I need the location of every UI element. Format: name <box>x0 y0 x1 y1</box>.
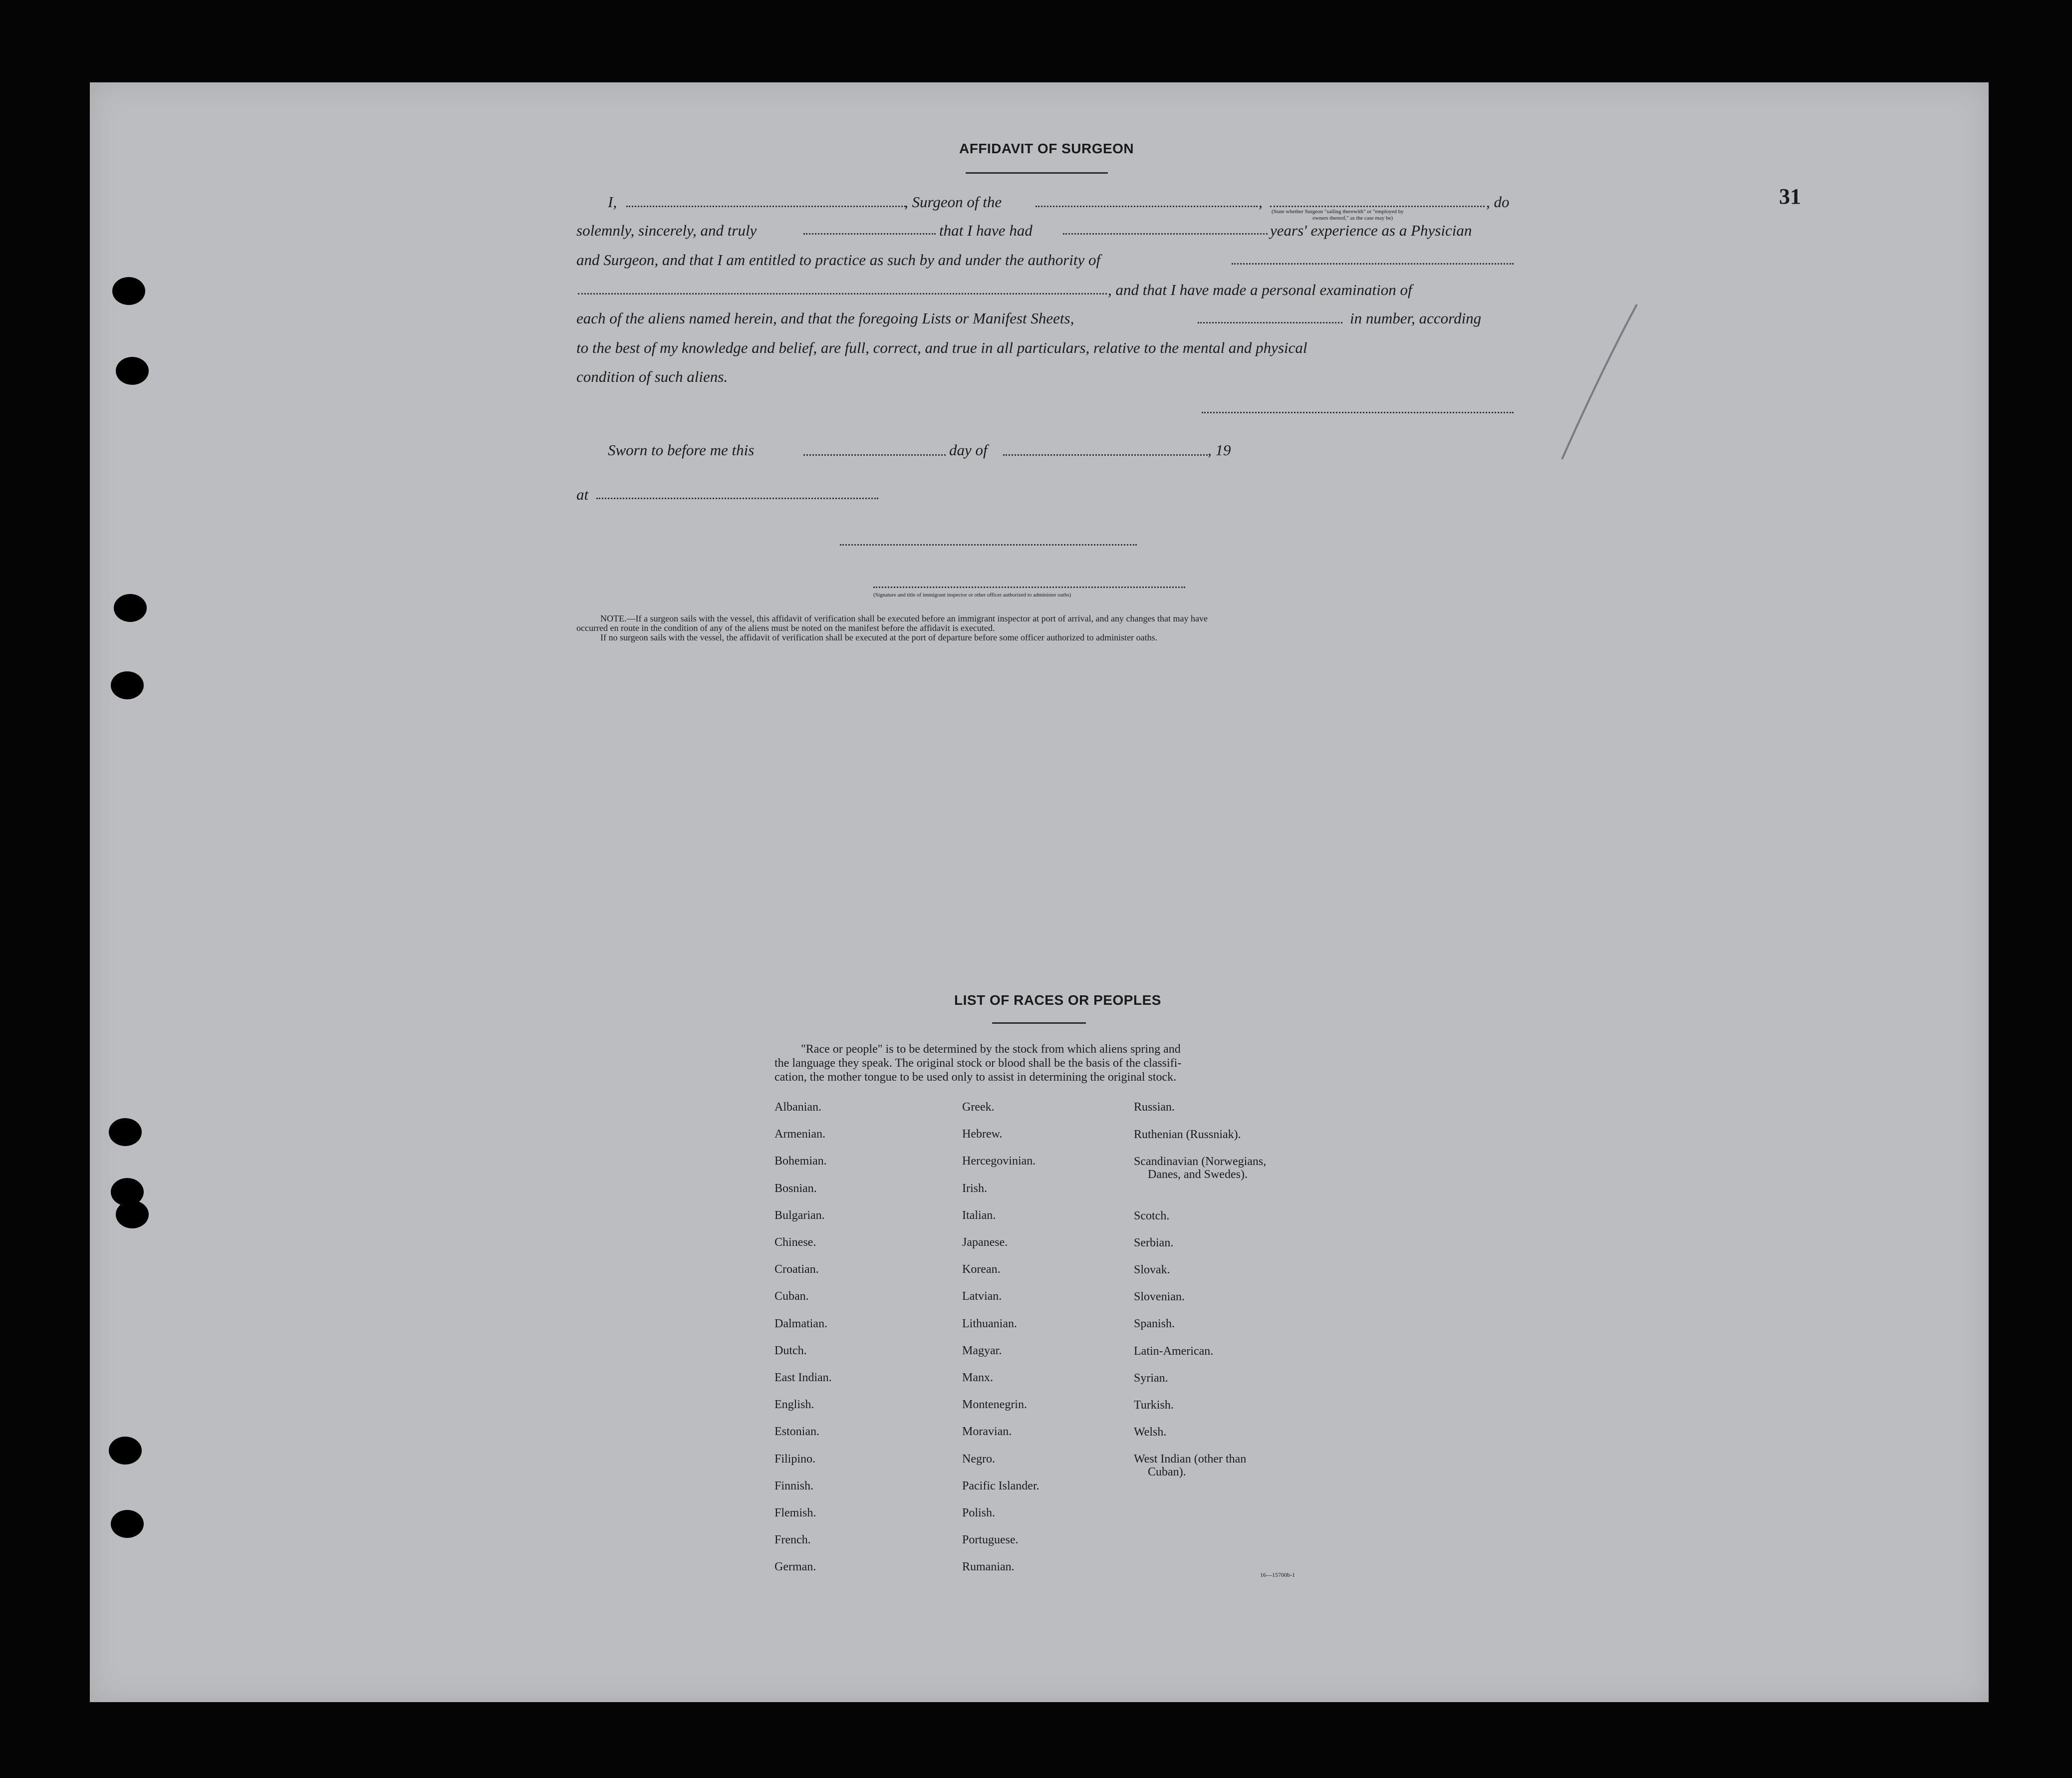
note-line-3: If no surgeon sails with the vessel, the affidavit of verification shall be executed at the port of departure before some officer authorized to administer oaths. <box>600 632 1158 642</box>
surgeon-status-field[interactable] <box>1270 206 1485 207</box>
race-item: Moravian. <box>962 1425 1012 1439</box>
race-item: Chinese. <box>775 1236 816 1249</box>
affidavit-each-of-aliens: each of the aliens named herein, and that the foregoing Lists or Manifest Sheets, <box>576 309 1074 327</box>
punch-hole <box>116 357 149 385</box>
surgeon-signature-field[interactable] <box>1202 412 1514 413</box>
race-item: Scotch. <box>1134 1209 1170 1222</box>
day-of-label: day of <box>949 441 988 459</box>
race-item: Korean. <box>962 1263 1001 1276</box>
race-item: Armenian. <box>775 1128 825 1141</box>
race-item: Estonian. <box>775 1425 819 1439</box>
race-item: Welsh. <box>1134 1426 1167 1439</box>
affidavit-and-surgeon: and Surgeon, and that I am entitled to practice as such by and under the authority of <box>576 251 1101 269</box>
race-item: Spanish. <box>1134 1317 1175 1330</box>
affidavit-personal-exam: , and that I have made a personal examination of <box>1108 281 1412 298</box>
surgeon-name-field[interactable] <box>626 206 906 207</box>
note-line-1: NOTE.—If a surgeon sails with the vessel, this affidavit of verification shall be executed before an immigrant inspector at port of arrival, and any changes that may have <box>600 613 1208 623</box>
race-item: German. <box>775 1560 816 1574</box>
authority-field-continued[interactable] <box>578 293 1107 295</box>
race-item: Japanese. <box>962 1236 1008 1249</box>
punch-hole <box>111 1510 144 1538</box>
races-intro-1: "Race or people" is to be determined by the stock from which aliens spring and <box>801 1043 1181 1056</box>
race-item: Hebrew. <box>962 1128 1003 1141</box>
state-whether-caption: (State whether Surgeon "sailing therewith" or "employed by <box>1272 209 1404 215</box>
race-item: Finnish. <box>775 1479 814 1492</box>
note-line-2: occurred en route in the condition of any of the aliens must be noted on the manifest before the affidavit is executed. <box>576 623 995 633</box>
race-item: Dutch. <box>775 1344 807 1357</box>
sworn-month-field[interactable] <box>1003 454 1208 456</box>
race-item: Manx. <box>962 1371 993 1384</box>
punch-hole <box>111 671 144 699</box>
race-item: Bulgarian. <box>775 1208 825 1222</box>
race-item: Montenegrin. <box>962 1398 1027 1412</box>
races-underline <box>992 1022 1086 1024</box>
punch-hole <box>109 1118 142 1146</box>
punch-hole <box>116 1200 149 1228</box>
affidavit-i: I, <box>608 193 617 211</box>
race-item: Latvian. <box>962 1290 1002 1303</box>
race-item: French. <box>775 1533 811 1547</box>
race-item: Serbian. <box>1134 1236 1174 1249</box>
race-item: East Indian. <box>775 1371 832 1384</box>
place-field[interactable] <box>596 498 878 499</box>
race-item: English. <box>775 1398 814 1412</box>
inspector-signature-field[interactable] <box>840 544 1137 546</box>
pencil-mark <box>1547 299 1647 464</box>
race-item: Bosnian. <box>775 1182 817 1195</box>
affidavit-surgeon-of: , Surgeon of the <box>904 193 1002 211</box>
affidavit-comma: , <box>1259 193 1263 211</box>
race-item: West Indian (other than <box>1134 1453 1247 1466</box>
race-item: Croatian. <box>775 1263 819 1276</box>
race-item: Dalmatian. <box>775 1317 827 1330</box>
year-label: , 19 <box>1208 441 1231 459</box>
truly-field[interactable] <box>803 233 936 235</box>
race-item: Slovenian. <box>1134 1290 1185 1303</box>
race-item: Russian. <box>1134 1101 1175 1114</box>
affidavit-title: AFFIDAVIT OF SURGEON <box>959 141 1134 156</box>
race-item: Ruthenian (Russniak). <box>1134 1128 1241 1141</box>
race-item: Cuban). <box>1148 1466 1186 1479</box>
sheet-count-field[interactable] <box>1198 322 1342 323</box>
affidavit-do: , do <box>1486 193 1510 211</box>
sworn-day-field[interactable] <box>803 454 946 456</box>
race-item: Polish. <box>962 1506 996 1519</box>
race-item: Latin-American. <box>1134 1345 1214 1358</box>
at-label: at <box>576 486 589 503</box>
race-item: Albanian. <box>775 1101 821 1114</box>
race-item: Negro. <box>962 1452 995 1466</box>
form-number: 16—15700b-1 <box>1260 1571 1295 1578</box>
races-intro-2: the language they speak. The original stock or blood shall be the basis of the classifi- <box>775 1057 1182 1070</box>
inspector-title-field[interactable] <box>873 587 1185 588</box>
race-item: Pacific Islander. <box>962 1479 1039 1492</box>
race-item: Greek. <box>962 1101 995 1114</box>
race-item: Magyar. <box>962 1344 1002 1357</box>
sworn-label: Sworn to before me this <box>608 441 755 459</box>
race-item: Lithuanian. <box>962 1317 1017 1330</box>
authority-field[interactable] <box>1232 263 1514 265</box>
affidavit-solemnly: solemnly, sincerely, and truly <box>576 222 757 239</box>
race-item: Rumanian. <box>962 1560 1015 1574</box>
race-item: Turkish. <box>1134 1399 1174 1412</box>
years-field[interactable] <box>1063 233 1268 235</box>
punch-hole <box>114 594 147 622</box>
race-item: Bohemian. <box>775 1155 827 1168</box>
race-item: Scandinavian (Norwegians, <box>1134 1155 1267 1168</box>
affidavit-best-knowledge: to the best of my knowledge and belief, are full, correct, and true in all particulars, relative to the mental and physical <box>576 339 1307 356</box>
race-item: Italian. <box>962 1208 996 1222</box>
title-underline <box>966 172 1108 174</box>
affidavit-years: years' experience as a Physician <box>1270 222 1472 239</box>
races-title: LIST OF RACES OR PEOPLES <box>954 992 1161 1008</box>
page-number: 31 <box>1779 184 1801 209</box>
punch-hole <box>109 1437 142 1465</box>
race-item: Danes, and Swedes). <box>1148 1168 1248 1181</box>
race-item: Syrian. <box>1134 1372 1168 1385</box>
race-item: Filipino. <box>775 1452 816 1466</box>
races-intro-3: cation, the mother tongue to be used only to assist in determining the original stock. <box>775 1071 1177 1084</box>
race-item: Portuguese. <box>962 1533 1019 1547</box>
affidavit-condition: condition of such aliens. <box>576 368 728 385</box>
owners-thereof-caption: owners thereof," as the case may be) <box>1312 215 1393 221</box>
affidavit-have-had: that I have had <box>939 222 1033 239</box>
race-item: Flemish. <box>775 1506 816 1519</box>
punch-hole <box>112 277 145 305</box>
race-item: Irish. <box>962 1182 987 1195</box>
affidavit-in-number: in number, according <box>1350 309 1482 327</box>
race-item: Slovak. <box>1134 1263 1170 1276</box>
race-item: Hercegovinian. <box>962 1155 1036 1168</box>
race-item: Cuban. <box>775 1290 809 1303</box>
vessel-name-field[interactable] <box>1036 206 1258 207</box>
signature-caption: (Signature and title of immigrant inspector or other officer authorized to administer oaths) <box>873 592 1071 598</box>
